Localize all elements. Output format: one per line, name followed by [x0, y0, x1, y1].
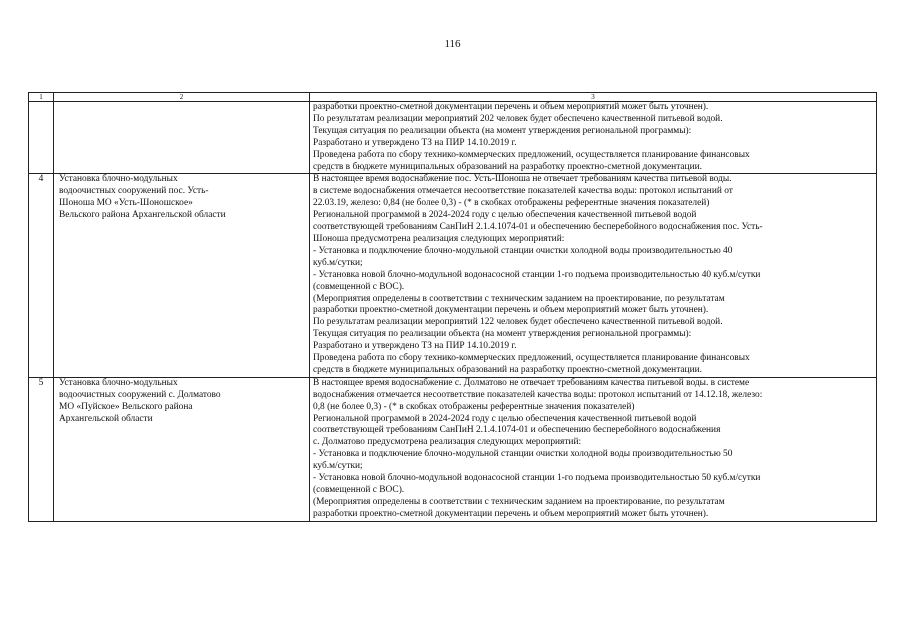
description-line: с. Долматово предусмотрена реализация следующих мероприятий:: [313, 437, 582, 448]
description-line: По результатам реализации мероприятий 202 человек будет обеспечено качественной питьевой водой.: [313, 113, 723, 124]
description-line: Текущая ситуация по реализации объекта (на момент утверждения региональной программы):: [313, 329, 692, 340]
description-line: 0,8 (не более 0,3) - (* в скобках отображены референтные значения показателей): [313, 401, 635, 412]
description-line: разработки проектно-сметной документации перечень и объем мероприятий может быть уточнен).: [313, 102, 709, 112]
description-line: (Мероприятия определены в соответствии с техническим заданием на проектирование, по результатам: [313, 496, 725, 507]
description-line: разработки проектно-сметной документации перечень и объем мероприятий может быть уточнен).: [313, 305, 709, 316]
description-line: В настоящее время водоснабжение пос. Усть-Шоноша не отвечает требованиям качества питьевой воды.: [313, 174, 732, 185]
description-line: - Установка и подключение блочно-модульной станции очистки холодной воды производительностью 40: [313, 245, 733, 256]
description-line: По результатам реализации мероприятий 122 человек будет обеспечено качественной питьевой водой.: [313, 317, 723, 328]
object-name-line: водоочистных сооружений с. Долматово: [59, 389, 221, 400]
page-number: 116: [444, 38, 461, 50]
object-name-line: МО «Пуйское» Вельского района: [59, 401, 193, 412]
description-cell: [310, 102, 877, 174]
description-line: Текущая ситуация по реализации объекта (на момент утверждения региональной программы):: [313, 125, 692, 136]
description-line: В настоящее время водоснабжение с. Долматово не отвечает требованиям качества питьевой воды. в системе: [313, 377, 750, 388]
object-name-line: Установка блочно-модульных: [59, 377, 178, 388]
description-line: Региональной программой в 2024-2024 году с целью обеспечения качественной питьевой водой: [313, 413, 697, 424]
description-line: Разработано и утверждено ТЗ на ПИР 14.10.2019 г.: [313, 137, 517, 148]
object-name-line: Вельского района Архангельской области: [59, 210, 226, 221]
description-line: Шоноша предусмотрена реализация следующих мероприятий:: [313, 233, 565, 244]
description-line: Проведена работа по сбору технико-коммерческих предложений, осуществляется планирование финансовых: [313, 149, 750, 160]
header-row: [29, 93, 877, 102]
object-name-cell: [54, 377, 310, 521]
description-cell: [310, 377, 877, 521]
object-name-line: Установка блочно-модульных: [59, 174, 178, 185]
description-line: Разработано и утверждено ТЗ на ПИР 14.10.2019 г.: [313, 341, 517, 352]
description-line: средств в бюджете муниципальных образований на разработку проектно-сметной документации.: [313, 161, 702, 172]
description-line: куб.м/сутки;: [313, 257, 363, 268]
description-line: Региональной программой в 2024-2024 году с целью обеспечения качественной питьевой водой: [313, 210, 697, 221]
column-header-2: 2: [54, 93, 310, 102]
description-cell: [310, 174, 877, 377]
description-line: - Установка новой блочно-модульной водонасосной станции 1-го подъема производительностью 50 куб.м/сутки: [313, 473, 761, 484]
description-line: (совмещенной с ВОС).: [313, 485, 405, 495]
description-line: (совмещенной с ВОС).: [313, 281, 405, 292]
description-line: разработки проектно-сметной документации перечень и объем мероприятий может быть уточнен).: [313, 508, 709, 519]
description-line: (Мероприятия определены в соответствии с техническим заданием на проектирование, по результатам: [313, 293, 725, 304]
description-line: 22.03.19, железо: 0,84 (не более 0,3) - (* в скобках отображены референтные значения показателей): [313, 198, 710, 209]
table-row: [29, 377, 877, 521]
row-number: 4: [29, 174, 54, 377]
table-row: [29, 102, 877, 174]
description-line: соответствующей требованиям СанПиН 2.1.4.1074-01 и обеспечению бесперебойного водоснабжения пос. Усть-: [313, 222, 763, 233]
description-line: в системе водоснабжения отмечается несоответствие показателей качества воды: протокол испытаний от: [313, 186, 733, 197]
description-line: куб.м/сутки;: [313, 461, 363, 472]
object-name-line: Шоноша МО «Усть-Шоношское»: [59, 198, 193, 209]
table-row: [29, 174, 877, 377]
description-line: соответствующей требованиям СанПиН 2.1.4.1074-01 и обеспечению бесперебойного водоснабжения: [313, 425, 721, 436]
column-header-3: 3: [310, 93, 877, 102]
description-line: - Установка и подключение блочно-модульной станции очистки холодной воды производительностью 50: [313, 449, 733, 460]
program-table: [28, 92, 877, 522]
description-line: средств в бюджете муниципальных образований на разработку проектно-сметной документации.: [313, 364, 702, 375]
description-line: Проведена работа по сбору технико-коммерческих предложений, осуществляется планирование финансовых: [313, 353, 750, 364]
object-name-cell: [54, 174, 310, 377]
object-name-line: водоочистных сооружений пос. Усть-: [59, 186, 209, 197]
object-name-cell: [54, 102, 310, 174]
row-number: [29, 102, 54, 174]
column-header-1: 1: [29, 93, 54, 102]
object-name-line: Архангельской области: [59, 413, 153, 424]
row-number: 5: [29, 377, 54, 521]
description-line: - Установка новой блочно-модульной водонасосной станции 1-го подъема производительностью 40 куб.м/сутки: [313, 269, 761, 280]
description-line: водоснабжения отмечается несоответствие показателей качества воды: протокол испытаний от 14.12.18, железо:: [313, 389, 763, 400]
